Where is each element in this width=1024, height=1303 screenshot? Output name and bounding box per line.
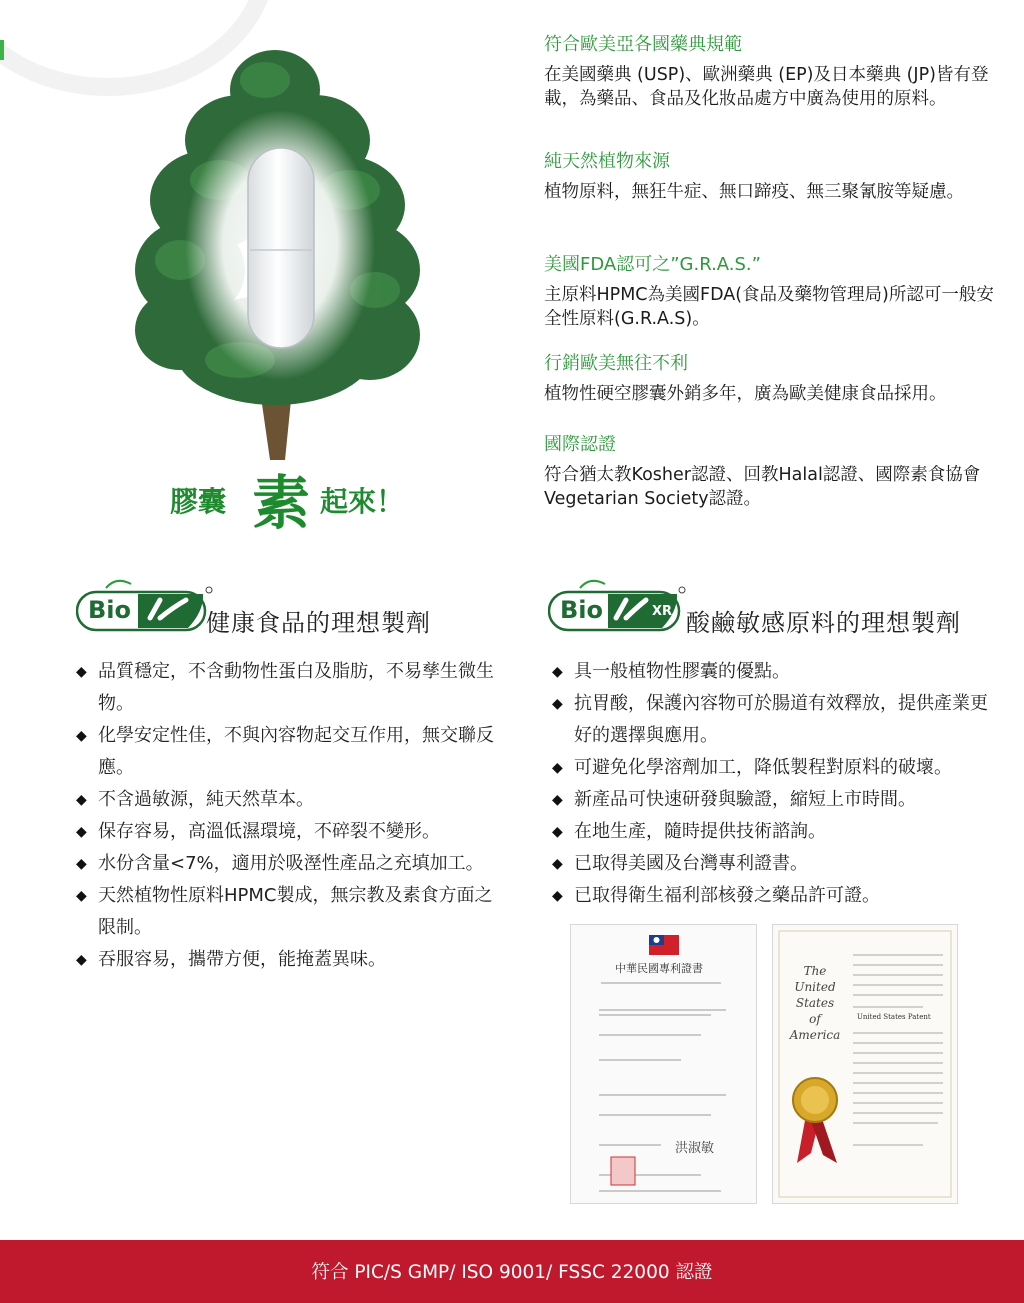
list-item: ◆ 保存容易，高溫低濕環境，不碎裂不變形。 bbox=[76, 816, 496, 848]
us-certificate-caption: United States Patent bbox=[857, 1013, 931, 1021]
left-section-title: 健康食品的理想製劑 bbox=[206, 609, 431, 637]
feature-body: 主原料HPMC為美國FDA(食品及藥物管理局)所認可一般安全性原料(G.R.A.S)。 bbox=[544, 285, 994, 329]
footer-bar bbox=[0, 1240, 1024, 1303]
list-item: ◆ 不含過敏源，純天然草本。 bbox=[76, 784, 496, 816]
right-section-title: 酸鹼敏感原料的理想製劑 bbox=[686, 609, 961, 637]
list-item: ◆ 已取得美國及台灣專利證書。 bbox=[552, 848, 997, 880]
us-patent-certificate bbox=[772, 924, 958, 1204]
list-item: ◆ 水份含量<7%，適用於吸溼性產品之充填加工。 bbox=[76, 848, 496, 880]
slogan-part2: 素 bbox=[252, 469, 311, 537]
list-item: ◆ 新產品可快速研發與驗證，縮短上市時間。 bbox=[552, 784, 997, 816]
feature-title: 國際認證 bbox=[544, 434, 616, 455]
biovxr-logo-text: Bio bbox=[560, 596, 604, 624]
feature-body: 植物性硬空膠囊外銷多年，廣為歐美健康食品採用。 bbox=[544, 384, 947, 404]
feature-title: 符合歐美亞各國藥典規範 bbox=[544, 34, 742, 55]
slogan bbox=[170, 458, 430, 537]
footer-certification-text: 符合 PIC/S GMP/ ISO 9001/ FSSC 22000 認證 bbox=[311, 1262, 713, 1283]
right-benefit-list bbox=[552, 656, 997, 912]
left-benefit-list bbox=[76, 656, 496, 976]
list-item: ◆ 已取得衛生福利部核發之藥品許可證。 bbox=[552, 880, 997, 912]
slogan-part1: 膠囊 bbox=[170, 485, 227, 518]
list-item: ◆ 化學安定性佳，不與內容物起交互作用，無交聯反應。 bbox=[76, 720, 496, 784]
feature-4 bbox=[544, 352, 1004, 406]
feature-body: 符合猶太教Kosher認證、回教Halal認證、國際素食協會Vegetarian Society認證。 bbox=[544, 465, 981, 509]
list-item: ◆ 抗胃酸，保護內容物可於腸道有效釋放，提供產業更好的選擇與應用。 bbox=[552, 688, 997, 752]
list-item: ◆ 具一般植物性膠囊的優點。 bbox=[552, 656, 997, 688]
taiwan-certificate-signature: 洪淑敏 bbox=[675, 1141, 715, 1156]
feature-title: 美國FDA認可之”G.R.A.S.” bbox=[544, 254, 761, 275]
feature-body: 在美國藥典 (USP)、歐洲藥典 (EP)及日本藥典 (JP)皆有登載，為藥品、食品及化妝品處方中廣為使用的原料。 bbox=[544, 65, 989, 109]
feature-2 bbox=[544, 150, 1004, 204]
list-item: ◆ 天然植物性原料HPMC製成，無宗教及素食方面之限制。 bbox=[76, 880, 496, 944]
feature-3 bbox=[544, 253, 1004, 331]
taiwan-certificate-title: 中華民國專利證書 bbox=[615, 962, 703, 975]
list-item: ◆ 在地生產，隨時提供技術諮詢。 bbox=[552, 816, 997, 848]
biov-logo bbox=[76, 578, 216, 634]
feature-title: 行銷歐美無往不利 bbox=[544, 353, 688, 374]
list-item: ◆ 吞服容易，攜帶方便，能掩蓋異味。 bbox=[76, 944, 496, 976]
feature-1 bbox=[544, 33, 1004, 111]
biovxr-logo bbox=[548, 578, 688, 634]
biov-logo-text: Bio bbox=[88, 596, 132, 624]
slogan-part3: 起來！ bbox=[320, 485, 405, 518]
feature-5 bbox=[544, 433, 1004, 511]
list-item: ◆ 可避免化學溶劑加工，降低製程對原料的破壞。 bbox=[552, 752, 997, 784]
biovxr-logo-suffix: XR bbox=[652, 604, 673, 619]
taiwan-patent-certificate bbox=[570, 924, 757, 1204]
decorative-arc-accent bbox=[0, 40, 4, 60]
tree-capsule-illustration bbox=[120, 30, 430, 500]
feature-title: 純天然植物來源 bbox=[544, 151, 670, 172]
feature-body: 植物原料，無狂牛症、無口蹄疫、無三聚氰胺等疑慮。 bbox=[544, 182, 964, 202]
list-item: ◆ 品質穩定，不含動物性蛋白及脂肪，不易孳生微生物。 bbox=[76, 656, 496, 720]
us-certificate-script: The United States of America bbox=[789, 964, 841, 1042]
